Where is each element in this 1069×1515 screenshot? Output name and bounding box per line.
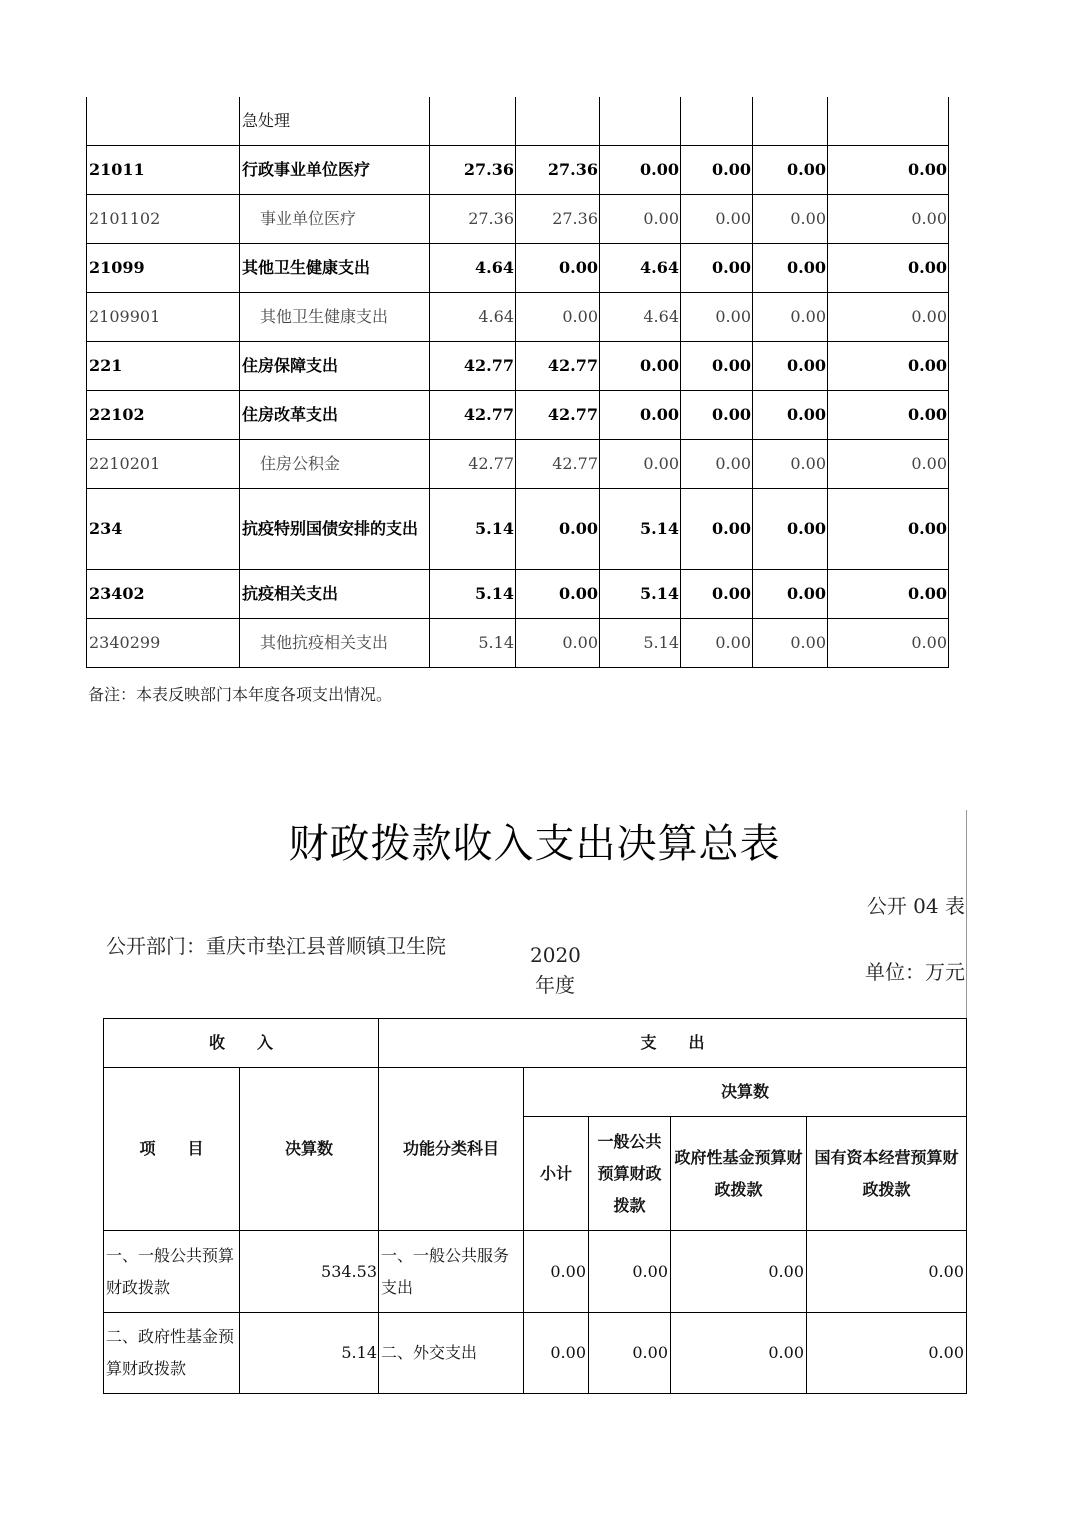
amount-cell: 42.77 bbox=[516, 342, 600, 391]
state-capital-header: 国有资本经营预算财政拨款 bbox=[807, 1117, 967, 1231]
amount-cell: 0.00 bbox=[828, 146, 949, 195]
amount-cell: 0.00 bbox=[681, 391, 753, 440]
amount-cell bbox=[828, 97, 949, 146]
amount-cell: 0.00 bbox=[828, 440, 949, 489]
amount-cell: 0.00 bbox=[828, 244, 949, 293]
income-amount: 534.53 bbox=[240, 1231, 379, 1313]
amount-cell: 5.14 bbox=[430, 489, 516, 570]
subject-name: 急处理 bbox=[240, 97, 430, 146]
amount-cell: 0.00 bbox=[828, 619, 949, 668]
subject-name: 其他卫生健康支出 bbox=[240, 293, 430, 342]
table-row bbox=[87, 342, 949, 391]
amount-cell: 5.14 bbox=[430, 619, 516, 668]
amount-cell: 0.00 bbox=[828, 293, 949, 342]
unit-label: 单位：万元 bbox=[865, 960, 965, 984]
amount-cell: 0.00 bbox=[828, 342, 949, 391]
amount-header: 决算数 bbox=[240, 1068, 379, 1231]
table-note: 备注：本表反映部门本年度各项支出情况。 bbox=[88, 685, 393, 704]
amount-cell: 0.00 bbox=[681, 293, 753, 342]
subject-code: 2210201 bbox=[87, 440, 240, 489]
amount-cell: 42.77 bbox=[430, 391, 516, 440]
amount-cell: 0.00 bbox=[681, 342, 753, 391]
subtotal-value: 0.00 bbox=[524, 1313, 589, 1394]
amount-cell: 5.14 bbox=[430, 570, 516, 619]
gov-fund-header: 政府性基金预算财政拨款 bbox=[671, 1117, 807, 1231]
subject-code: 21011 bbox=[87, 146, 240, 195]
table-row bbox=[87, 619, 949, 668]
page-title: 财政拨款收入支出决算总表 bbox=[288, 821, 781, 867]
amount-cell: 0.00 bbox=[828, 195, 949, 244]
table-row bbox=[87, 146, 949, 195]
amount-cell: 27.36 bbox=[430, 195, 516, 244]
income-item: 一、一般公共预算财政拨款 bbox=[104, 1231, 240, 1313]
amount-cell: 0.00 bbox=[600, 146, 681, 195]
table-row bbox=[87, 489, 949, 570]
amount-cell bbox=[516, 97, 600, 146]
amount-cell: 0.00 bbox=[681, 570, 753, 619]
fiscal-summary-table bbox=[103, 1018, 967, 1394]
department-label: 公开部门：重庆市垫江县普顺镇卫生院 bbox=[106, 934, 446, 958]
amount-cell: 0.00 bbox=[681, 195, 753, 244]
amount-cell: 0.00 bbox=[516, 244, 600, 293]
subject-code: 23402 bbox=[87, 570, 240, 619]
subject-name: 抗疫相关支出 bbox=[240, 570, 430, 619]
state-capital-value: 0.00 bbox=[807, 1231, 967, 1313]
amount-cell: 0.00 bbox=[753, 342, 828, 391]
general-budget-value: 0.00 bbox=[589, 1313, 671, 1394]
table-number: 公开 04 表 bbox=[866, 894, 965, 918]
subject-code: 22102 bbox=[87, 391, 240, 440]
amount-cell: 42.77 bbox=[516, 391, 600, 440]
expense-category: 二、外交支出 bbox=[379, 1313, 524, 1394]
fiscal-year: 2020 年度 bbox=[530, 943, 581, 997]
amount-cell: 0.00 bbox=[681, 244, 753, 293]
amount-cell: 0.00 bbox=[753, 195, 828, 244]
amount-cell: 0.00 bbox=[681, 619, 753, 668]
subject-name: 住房公积金 bbox=[240, 440, 430, 489]
subject-name: 抗疫特别国债安排的支出 bbox=[240, 489, 430, 570]
income-header: 收 入 bbox=[104, 1019, 379, 1068]
amount-cell: 0.00 bbox=[828, 489, 949, 570]
subject-code: 2101102 bbox=[87, 195, 240, 244]
amount-cell: 0.00 bbox=[753, 293, 828, 342]
amount-cell: 0.00 bbox=[753, 391, 828, 440]
amount-cell: 4.64 bbox=[430, 244, 516, 293]
table-row bbox=[87, 391, 949, 440]
table-row bbox=[87, 244, 949, 293]
subject-name: 住房改革支出 bbox=[240, 391, 430, 440]
amount-cell: 42.77 bbox=[430, 440, 516, 489]
subject-name: 行政事业单位医疗 bbox=[240, 146, 430, 195]
amount-cell: 0.00 bbox=[600, 195, 681, 244]
amount-cell: 0.00 bbox=[516, 570, 600, 619]
function-category-header: 功能分类科目 bbox=[379, 1068, 524, 1231]
amount-cell: 0.00 bbox=[681, 440, 753, 489]
amount-cell: 5.14 bbox=[600, 619, 681, 668]
amount-cell: 0.00 bbox=[753, 619, 828, 668]
gov-fund-value: 0.00 bbox=[671, 1313, 807, 1394]
amount-cell: 42.77 bbox=[516, 440, 600, 489]
subject-code: 2340299 bbox=[87, 619, 240, 668]
subject-code bbox=[87, 97, 240, 146]
subtotal-header: 小计 bbox=[524, 1117, 589, 1231]
amount-cell bbox=[753, 97, 828, 146]
amount-cell: 27.36 bbox=[516, 146, 600, 195]
expense-header: 支 出 bbox=[379, 1019, 967, 1068]
amount-cell: 42.77 bbox=[430, 342, 516, 391]
subject-code: 234 bbox=[87, 489, 240, 570]
amount-cell: 5.14 bbox=[600, 570, 681, 619]
amount-cell: 0.00 bbox=[753, 244, 828, 293]
amount-cell: 0.00 bbox=[600, 440, 681, 489]
subject-name: 住房保障支出 bbox=[240, 342, 430, 391]
income-item: 二、政府性基金预算财政拨款 bbox=[104, 1313, 240, 1394]
amount-cell: 0.00 bbox=[828, 570, 949, 619]
income-amount: 5.14 bbox=[240, 1313, 379, 1394]
amount-cell: 0.00 bbox=[753, 146, 828, 195]
amount-cell: 0.00 bbox=[753, 440, 828, 489]
subject-name: 事业单位医疗 bbox=[240, 195, 430, 244]
amount-cell: 0.00 bbox=[516, 489, 600, 570]
table-row bbox=[87, 293, 949, 342]
amount-cell: 4.64 bbox=[600, 293, 681, 342]
amount-cell: 27.36 bbox=[516, 195, 600, 244]
amount-cell: 4.64 bbox=[430, 293, 516, 342]
gov-fund-value: 0.00 bbox=[671, 1231, 807, 1313]
table-row bbox=[87, 97, 949, 146]
amount-cell: 0.00 bbox=[681, 489, 753, 570]
amount-cell: 4.64 bbox=[600, 244, 681, 293]
general-budget-value: 0.00 bbox=[589, 1231, 671, 1313]
general-budget-header: 一般公共预算财政拨款 bbox=[589, 1117, 671, 1231]
expenditure-table bbox=[86, 97, 949, 668]
state-capital-value: 0.00 bbox=[807, 1313, 967, 1394]
amount-cell: 0.00 bbox=[516, 619, 600, 668]
amount-cell bbox=[681, 97, 753, 146]
amount-cell: 0.00 bbox=[753, 489, 828, 570]
subject-name: 其他卫生健康支出 bbox=[240, 244, 430, 293]
amount-cell: 0.00 bbox=[600, 391, 681, 440]
expense-category: 一、一般公共服务支出 bbox=[379, 1231, 524, 1313]
amount-cell: 5.14 bbox=[600, 489, 681, 570]
table-row bbox=[87, 570, 949, 619]
amount-cell: 0.00 bbox=[600, 342, 681, 391]
final-amount-header: 决算数 bbox=[524, 1068, 967, 1117]
table-row bbox=[87, 440, 949, 489]
subtotal-value: 0.00 bbox=[524, 1231, 589, 1313]
amount-cell: 0.00 bbox=[681, 146, 753, 195]
amount-cell: 0.00 bbox=[828, 391, 949, 440]
item-header: 项 目 bbox=[104, 1068, 240, 1231]
subject-code: 2109901 bbox=[87, 293, 240, 342]
amount-cell bbox=[430, 97, 516, 146]
amount-cell: 0.00 bbox=[516, 293, 600, 342]
amount-cell bbox=[600, 97, 681, 146]
subject-code: 221 bbox=[87, 342, 240, 391]
table-row bbox=[87, 195, 949, 244]
amount-cell: 27.36 bbox=[430, 146, 516, 195]
subject-code: 21099 bbox=[87, 244, 240, 293]
subject-name: 其他抗疫相关支出 bbox=[240, 619, 430, 668]
amount-cell: 0.00 bbox=[753, 570, 828, 619]
